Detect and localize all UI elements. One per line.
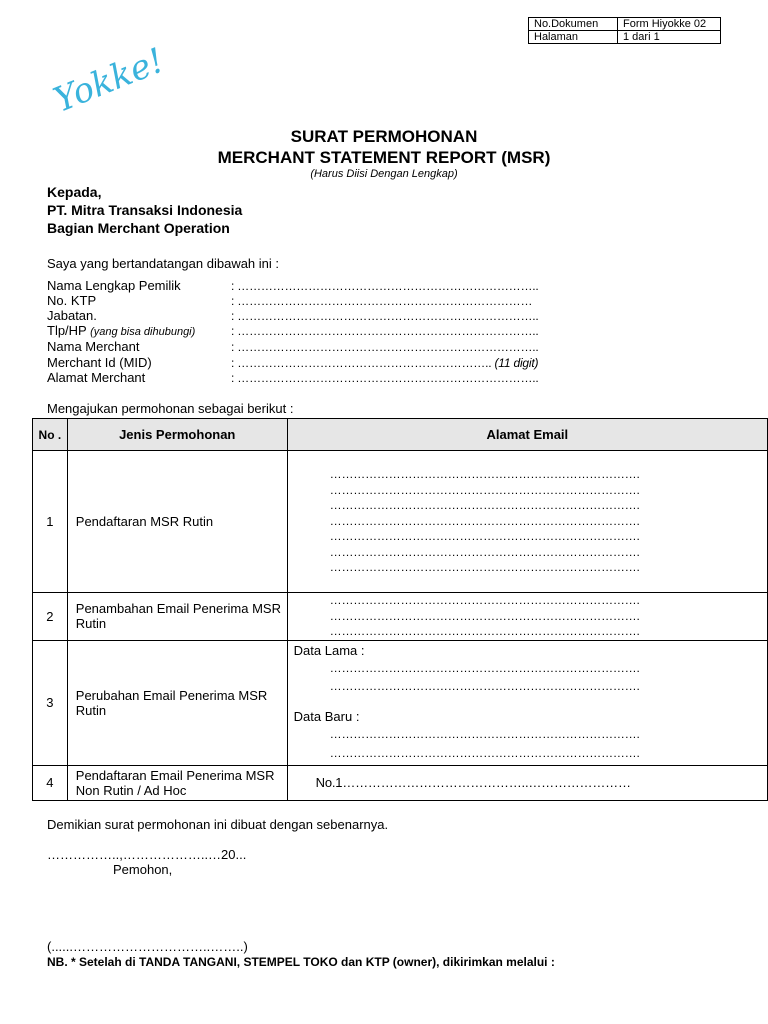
field-mid[interactable]: : ……………………………………………………….. bbox=[231, 356, 492, 370]
page-value: 1 dari 1 bbox=[618, 31, 721, 44]
email-line[interactable]: ……………………………………………………………………. bbox=[329, 608, 640, 623]
row-request-type: Perubahan Email Penerima MSR Rutin bbox=[67, 640, 287, 765]
email-line[interactable]: ……………………………………………………………………. bbox=[329, 529, 640, 544]
new-data-label: Data Baru : bbox=[293, 708, 360, 724]
email-line[interactable]: ……………………………………………………………………. bbox=[329, 513, 640, 528]
old-data-label: Data Lama : bbox=[293, 642, 365, 658]
form-note: (Harus Diisi Dengan Lengkap) bbox=[310, 168, 458, 180]
email-cell bbox=[287, 593, 767, 641]
field-position[interactable]: : ………………………………………………………………….. bbox=[231, 309, 539, 323]
old-email-line[interactable]: ……………………………………………………………………. bbox=[329, 679, 640, 694]
row-number: 4 bbox=[33, 765, 68, 800]
yokke-logo bbox=[48, 40, 170, 121]
row-number: 3 bbox=[33, 640, 68, 765]
email-line[interactable]: ……………………………………………………………………. bbox=[329, 498, 640, 513]
field-merchant-address[interactable]: : ………………………………………………………………….. bbox=[231, 371, 539, 385]
field-label-position: Jabatan. bbox=[47, 308, 97, 323]
form-subtitle: MERCHANT STATEMENT REPORT (MSR) bbox=[217, 148, 551, 167]
table-row bbox=[33, 640, 768, 765]
header-request-type: Jenis Permohonan bbox=[67, 419, 287, 451]
email-cell bbox=[287, 451, 767, 593]
field-label-mid: Merchant Id (MID) bbox=[47, 355, 152, 370]
email-line[interactable]: ……………………………………………………………………. bbox=[329, 624, 640, 639]
document-info-row bbox=[529, 31, 721, 44]
email-line[interactable]: ……………………………………………………………………. bbox=[329, 560, 640, 575]
table-row bbox=[33, 451, 768, 593]
recipient-company: PT. Mitra Transaksi Indonesia bbox=[47, 202, 243, 218]
closing-statement: Demikian surat permohonan ini dibuat dengan sebenarnya. bbox=[47, 817, 389, 832]
document-info-row bbox=[529, 18, 721, 31]
header-email: Alamat Email bbox=[287, 419, 767, 451]
row-number: 1 bbox=[33, 451, 68, 593]
field-phone[interactable]: : ………………………………………………………………….. bbox=[231, 324, 539, 338]
document-number-value: Form Hiyokke 02 bbox=[618, 18, 721, 31]
logo-wordmark: Yokke! bbox=[48, 40, 170, 121]
field-owner-name[interactable]: : ………………………………………………………………….. bbox=[231, 279, 539, 293]
request-table bbox=[32, 418, 768, 801]
page-label: Halaman bbox=[529, 31, 618, 44]
recipient-department: Bagian Merchant Operation bbox=[47, 220, 230, 236]
intro-text: Saya yang bertandatangan dibawah ini : bbox=[47, 256, 280, 271]
email-line[interactable]: ……………………………………………………………………. bbox=[329, 593, 640, 607]
form-title: SURAT PERMOHONAN bbox=[290, 127, 478, 146]
request-intro: Mengajukan permohonan sebagai berikut : bbox=[47, 401, 294, 416]
row-request-type: Pendaftaran MSR Rutin bbox=[67, 451, 287, 593]
header-no: No . bbox=[33, 419, 68, 451]
field-label-phone: Tlp/HP (yang bisa dihubungi) bbox=[47, 323, 196, 338]
email-line[interactable]: ……………………………………………………………………. bbox=[329, 466, 640, 481]
document-number-label: No.Dokumen bbox=[529, 18, 618, 31]
email-line[interactable]: ……………………………………………………………………. bbox=[329, 544, 640, 559]
field-mid-row bbox=[231, 356, 538, 370]
document-info-table bbox=[528, 17, 721, 44]
row-request-type: Penambahan Email Penerima MSR Rutin bbox=[67, 593, 287, 641]
new-email-line[interactable]: ……………………………………………………………………. bbox=[329, 745, 640, 760]
table-row bbox=[33, 765, 768, 800]
old-email-line[interactable]: ……………………………………………………………………. bbox=[329, 660, 640, 675]
field-ktp[interactable]: : ………………………………………………………………… bbox=[231, 294, 533, 308]
table-header-row bbox=[33, 419, 768, 451]
field-mid-hint: (11 digit) bbox=[491, 356, 539, 370]
field-label-merchant-address: Alamat Merchant bbox=[47, 370, 146, 385]
applicant-label: Pemohon, bbox=[113, 862, 173, 877]
field-label-phone-note: (yang bisa dihubungi) bbox=[90, 326, 196, 338]
recipient-greeting: Kepada, bbox=[47, 184, 102, 200]
field-label-owner-name: Nama Lengkap Pemilik bbox=[47, 278, 181, 293]
adhoc-email-line[interactable]: No.1……………………………………..…………………… bbox=[315, 774, 631, 790]
email-cell bbox=[287, 640, 767, 765]
place-date-field[interactable]: ……………..,………………..…20... bbox=[47, 847, 247, 862]
signature-field[interactable]: (......…………………………..……..) bbox=[47, 939, 248, 954]
footnote: NB. * Setelah di TANDA TANGANI, STEMPEL TOKO dan KTP (owner), dikirimkan melalui : bbox=[47, 955, 555, 969]
table-row bbox=[33, 593, 768, 641]
field-label-ktp: No. KTP bbox=[47, 293, 97, 308]
new-email-line[interactable]: ……………………………………………………………………. bbox=[329, 726, 640, 741]
email-line[interactable]: ……………………………………………………………………. bbox=[329, 482, 640, 497]
field-merchant-name[interactable]: : ………………………………………………………………….. bbox=[231, 340, 539, 354]
email-cell bbox=[287, 765, 767, 800]
row-request-type: Pendaftaran Email Penerima MSR Non Rutin / Ad Hoc bbox=[67, 765, 287, 800]
field-label-merchant-name: Nama Merchant bbox=[47, 339, 140, 354]
row-number: 2 bbox=[33, 593, 68, 641]
